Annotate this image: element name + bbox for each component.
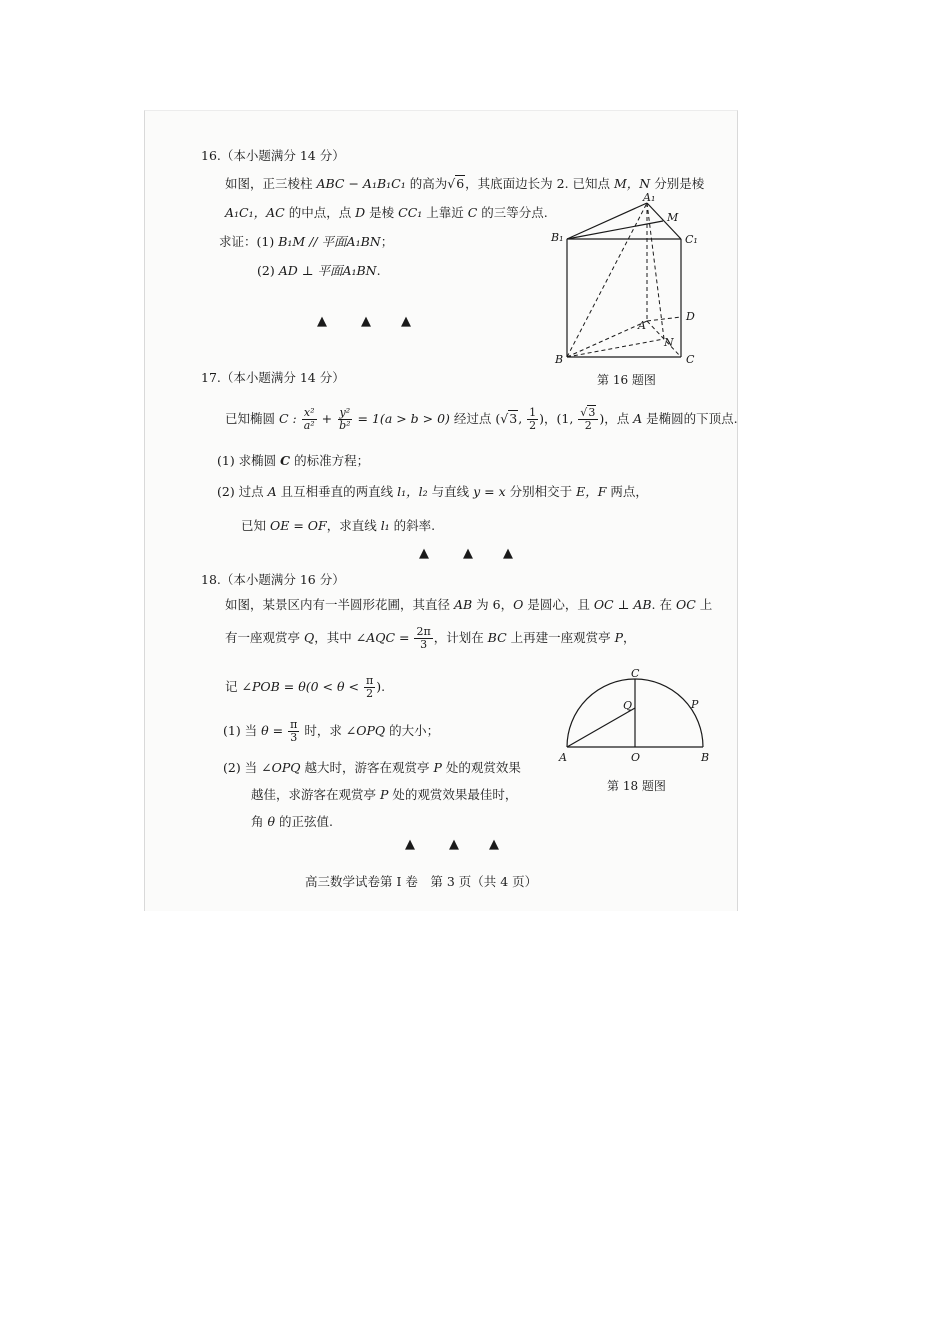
label-A: A [559, 751, 567, 764]
figure-16-prism [547, 193, 707, 369]
label-M: M [667, 211, 679, 224]
label-N: N [664, 336, 674, 349]
label-B1: B₁ [551, 231, 564, 244]
figure-18-semicircle [555, 667, 715, 767]
separator-triangle: ▲ [405, 837, 415, 852]
q16-proof-1: 求证：(1) B₁M // 平面A₁BN； [219, 234, 394, 249]
separator-triangle: ▲ [463, 546, 473, 561]
q17-line-1: 已知椭圆 C : $\frac{\text{x²}}{\text{a²}}$ + $\frac{\text{y²}}{\text{b²}}$ = 1(a > b > 0) 经过点 (√3, $\frac{1}{2}$ )，(1, $\frac{√3}{2}$ )，点 A 是椭圆的下顶点. [225, 406, 738, 432]
semicircle-diagram [555, 667, 715, 767]
exam-page [144, 110, 738, 911]
label-C: C [686, 353, 695, 366]
figure-16-caption: 第 16 题图 [597, 373, 656, 387]
page-footer: 高三数学试卷第 I 卷 第 3 页（共 4 页） [305, 874, 538, 889]
q17-header: 17.（本小题满分 14 分） [201, 370, 345, 385]
label-Q: Q [623, 699, 633, 712]
separator-triangle: ▲ [317, 314, 327, 329]
separator-triangle: ▲ [503, 546, 513, 561]
q17-part-1: (1) 求椭圆 C 的标准方程； [217, 453, 370, 468]
q18-part-2-cont-2: 角 θ 的正弦值. [251, 814, 333, 829]
q16-header: 16.（本小题满分 14 分） [201, 148, 345, 163]
separator-triangle: ▲ [449, 837, 459, 852]
q18-part-2: (2) 当 ∠OPQ 越大时，游客在观赏亭 P 处的观赏效果 [223, 760, 521, 775]
q18-line-3: 记 ∠POB = θ(0 < θ < $\frac{\pi}{2}$ ). [225, 674, 386, 700]
prism-diagram [547, 193, 707, 369]
q17-part-2-cont: 已知 OE = OF，求直线 l₁ 的斜率. [241, 518, 436, 533]
q18-line-2: 有一座观赏亭 Q，其中 ∠AQC = $\frac{2\pi}{3}$ ，计划在 BC 上再建一座观赏亭 P， [225, 625, 636, 651]
q16-line-1: 如图，正三棱柱 ABC − A₁B₁C₁ 的高为√6，其底面边长为 2. 已知点 M，N 分别是棱 [225, 176, 705, 191]
q16-line-2: A₁C₁，AC 的中点，点 D 是棱 CC₁ 上靠近 C 的三等分点. [225, 205, 548, 220]
label-P: P [691, 698, 699, 711]
q18-header: 18.（本小题满分 16 分） [201, 572, 345, 587]
q16-proof-2: (2) AD ⊥ 平面A₁BN. [257, 263, 381, 278]
q18-part-1: (1) 当 θ = $\frac{\pi}{3}$ 时，求 ∠OPQ 的大小； [223, 718, 440, 744]
separator-triangle: ▲ [361, 314, 371, 329]
label-B: B [701, 751, 710, 764]
label-C1: C₁ [685, 233, 698, 246]
separator-triangle: ▲ [401, 314, 411, 329]
figure-18-caption: 第 18 题图 [607, 779, 666, 793]
separator-triangle: ▲ [419, 546, 429, 561]
label-C: C [631, 667, 640, 680]
q18-line-1: 如图，某景区内有一半圆形花圃，其直径 AB 为 6，O 是圆心，且 OC ⊥ AB. 在 OC 上 [225, 597, 713, 612]
q18-part-2-cont-1: 越佳，求游客在观赏亭 P 处的观赏效果最佳时， [251, 787, 518, 802]
separator-triangle: ▲ [489, 837, 499, 852]
label-A: A [638, 319, 646, 332]
label-A1: A₁ [643, 193, 656, 204]
q17-part-2: (2) 过点 A 且互相垂直的两直线 l₁，l₂ 与直线 y = x 分别相交于 E，F 两点， [217, 484, 648, 499]
label-B: B [555, 353, 564, 366]
label-D: D [686, 310, 695, 323]
label-O: O [631, 751, 641, 764]
